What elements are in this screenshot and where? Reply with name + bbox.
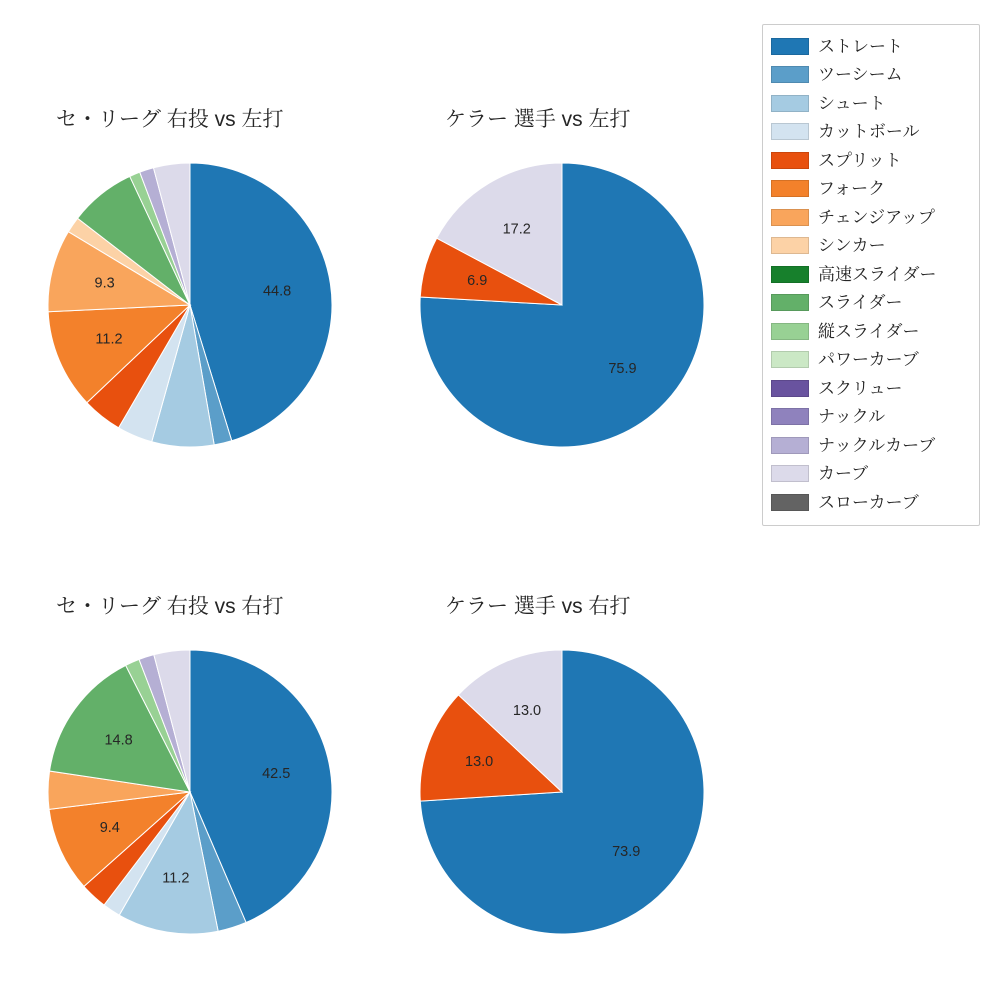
pie-slice-label: 17.2 [502,221,531,238]
legend-swatch-icon [771,294,809,311]
legend-item-label: スクリュー [818,378,903,398]
pie-chart-3 [412,642,712,942]
legend-item [771,431,971,460]
legend-item-label: フォーク [818,179,886,199]
legend-swatch-icon [771,152,809,169]
legend-item-label: カーブ [818,464,869,484]
legend-item-label: スライダー [818,293,903,313]
pie-svg-3 [412,642,712,942]
legend-swatch-icon [771,351,809,368]
chart-title-2: セ・リーグ 右投 vs 右打 [56,595,284,618]
legend-swatch-icon [771,266,809,283]
legend-swatch-icon [771,95,809,112]
pie-slice-label: 42.5 [262,766,291,783]
legend-swatch-icon [771,66,809,83]
chart-cell-3 [390,480,790,960]
legend-item [771,232,971,261]
chart-title-3: ケラー 選手 vs 右打 [445,595,631,618]
legend-item-label: 高速スライダー [818,264,937,284]
pie-slice-label: 14.8 [104,732,133,749]
legend-swatch-icon [771,123,809,140]
pie-slice-label: 9.4 [99,820,120,837]
legend-swatch-icon [771,408,809,425]
legend-item-label: スローカーブ [818,492,919,512]
pie-slice-label: 9.3 [94,275,115,292]
legend-swatch-icon [771,380,809,397]
legend-item-label: スプリット [818,150,902,170]
legend-swatch-icon [771,437,809,454]
pie-slice-label: 13.0 [512,703,542,720]
chart-cell-1 [390,0,790,480]
legend-item [771,460,971,489]
legend-item-label: カットボール [818,122,920,142]
chart-title-0: セ・リーグ 右投 vs 左打 [56,108,284,131]
pie-slice-label: 11.2 [162,870,190,887]
legend-item [771,118,971,147]
legend-item-label: ナックル [818,407,886,427]
pie-chart-1 [412,155,712,455]
legend-item-label: シュート [818,93,886,113]
legend-item [771,289,971,318]
legend-item [771,374,971,403]
legend-swatch-icon [771,237,809,254]
legend-item [771,89,971,118]
legend-item-label: ストレート [818,36,903,56]
legend-swatch-icon [771,465,809,482]
pie-chart-2 [40,642,340,942]
pie-slice-label: 13.0 [465,754,494,771]
legend-item-label: ツーシーム [818,65,903,85]
legend-swatch-icon [771,494,809,511]
legend-item-label: チェンジアップ [818,207,935,227]
legend-item [771,317,971,346]
legend-item [771,203,971,232]
pie-svg-1 [412,155,712,455]
pie-slice-label: 11.2 [95,331,123,348]
legend-item [771,32,971,61]
pie-slice-label: 44.8 [262,283,292,300]
pie-slice-label: 6.9 [467,273,488,290]
legend-item [771,488,971,517]
legend-item [771,146,971,175]
legend-item [771,260,971,289]
legend-item [771,175,971,204]
legend-item-label: パワーカーブ [818,350,919,370]
pie-chart-0 [40,155,340,455]
legend-swatch-icon [771,209,809,226]
chart-cell-0 [0,0,400,480]
legend [762,24,980,526]
legend-item-label: シンカー [818,236,886,256]
pie-svg-2 [40,642,340,942]
legend-item [771,403,971,432]
legend-swatch-icon [771,323,809,340]
chart-title-1: ケラー 選手 vs 左打 [445,108,631,131]
pie-slice-label: 75.9 [608,360,637,377]
legend-swatch-icon [771,180,809,197]
pie-svg-0 [40,155,340,455]
pie-slice-label: 73.9 [612,844,641,861]
legend-item-label: 縦スライダー [818,321,920,341]
chart-cell-2 [0,480,400,960]
legend-swatch-icon [771,38,809,55]
legend-item-label: ナックルカーブ [818,435,936,455]
legend-item [771,61,971,90]
legend-item [771,346,971,375]
